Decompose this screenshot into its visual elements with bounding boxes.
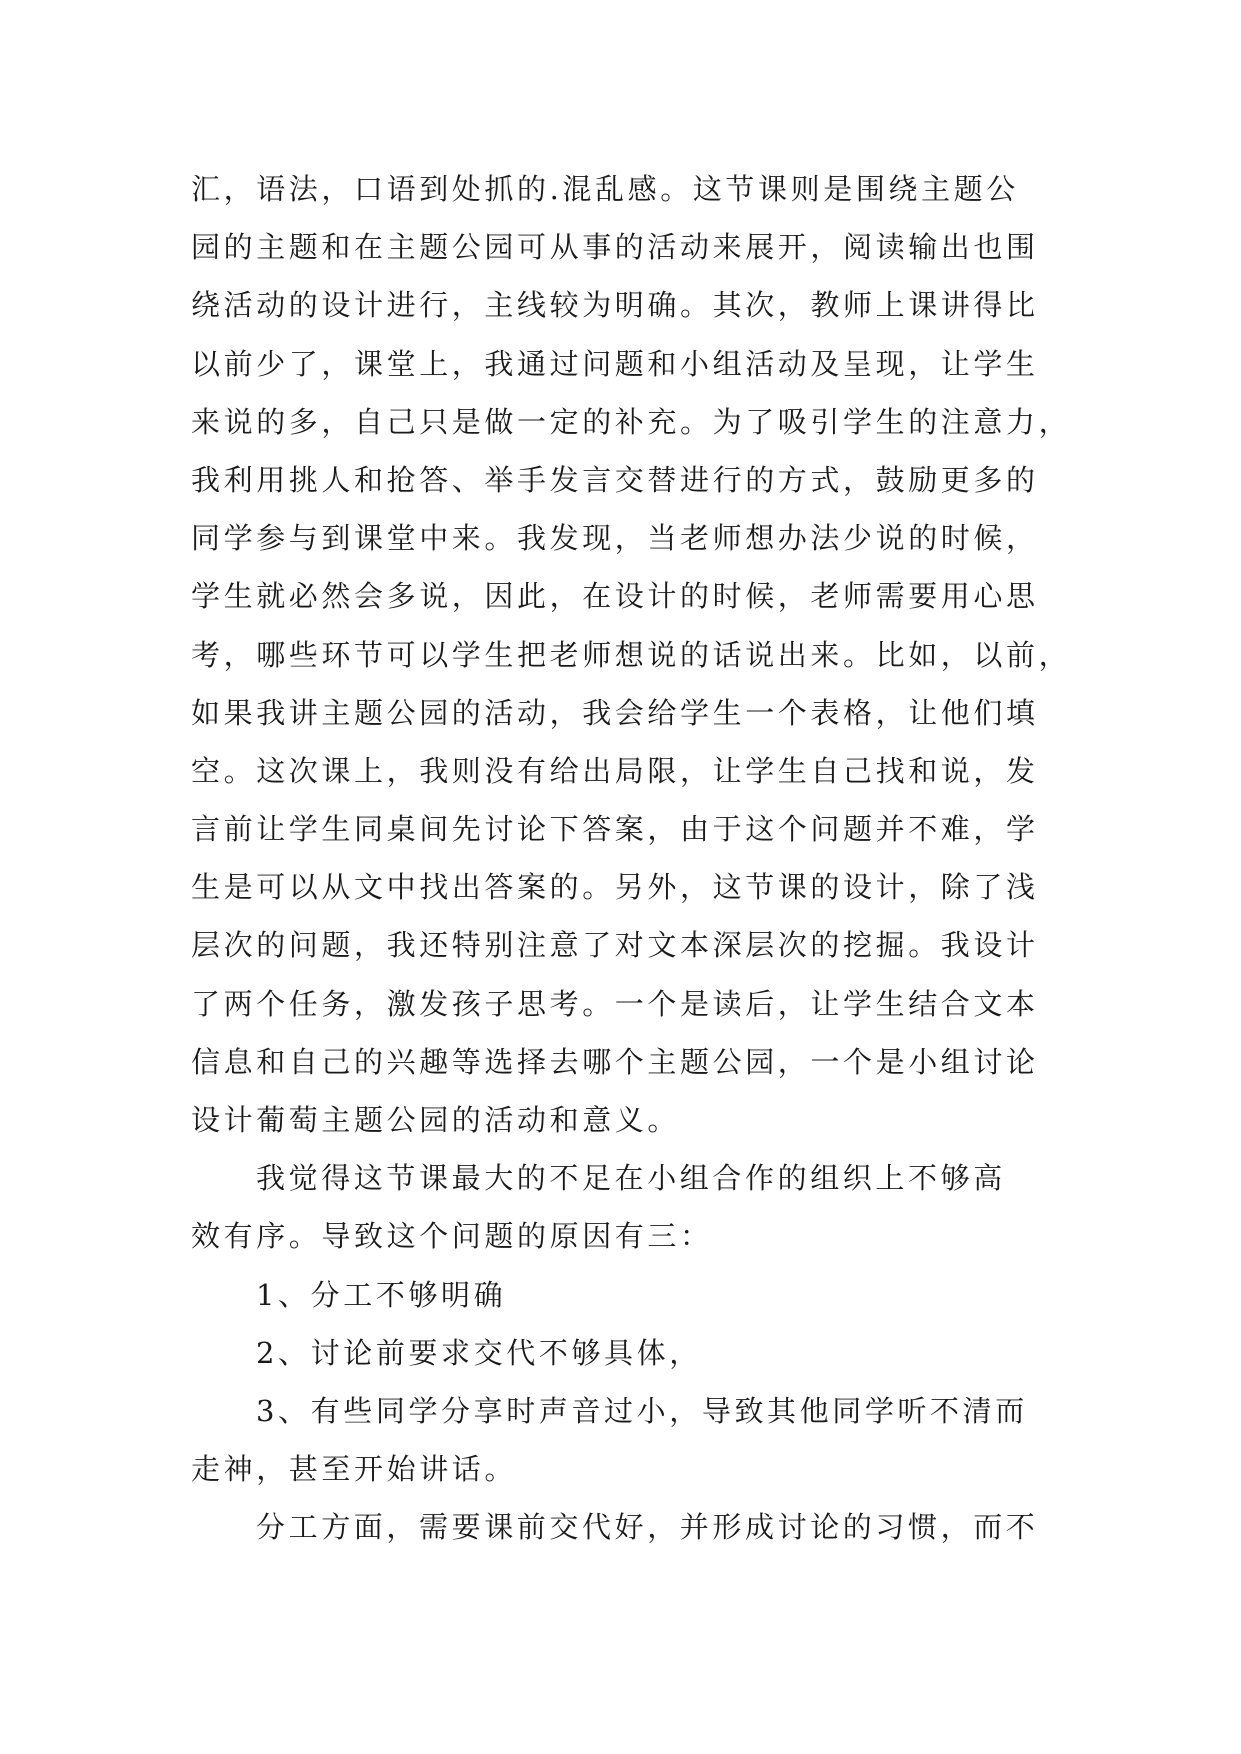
text-line: 空。这次课上，我则没有给出局限，让学生自己找和说，发 bbox=[191, 753, 1039, 788]
text-line: 学生就必然会多说，因此，在设计的时候，老师需要用心思 bbox=[191, 579, 1039, 614]
list-item: 3、有些同学分享时声音过小，导致其他同学听不清而 bbox=[256, 1393, 1028, 1428]
text-line: 言前让学生同桌间先讨论下答案，由于这个问题并不难，学 bbox=[191, 812, 1039, 847]
text-line: 汇，语法，口语到处抓的.混乱感。这节课则是围绕主题公 bbox=[191, 172, 1019, 206]
text-line: 同学参与到课堂中来。我发现，当老师想办法少说的时候， bbox=[191, 521, 1039, 556]
text-line: 分工方面，需要课前交代好，并形成讨论的习惯，而不 bbox=[256, 1510, 1039, 1545]
text-line: 来说的多，自己只是做一定的补充。为了吸引学生的注意力， bbox=[191, 404, 1072, 439]
text-line: 层次的问题，我还特别注意了对文本深层次的挖掘。我设计 bbox=[191, 928, 1039, 963]
text-line: 了两个任务，激发孩子思考。一个是读后，让学生结合文本 bbox=[191, 986, 1039, 1021]
list-item: 2、讨论前要求交代不够具体， bbox=[256, 1335, 702, 1370]
text-line: 绕活动的设计进行，主线较为明确。其次，教师上课讲得比 bbox=[191, 288, 1039, 323]
text-line: 园的主题和在主题公园可从事的活动来展开，阅读输出也围 bbox=[191, 230, 1039, 265]
list-item: 1、分工不够明确 bbox=[256, 1277, 507, 1312]
text-line: 以前少了，课堂上，我通过问题和小组活动及呈现，让学生 bbox=[191, 346, 1039, 381]
text-line: 我觉得这节课最大的不足在小组合作的组织上不够高 bbox=[256, 1161, 1006, 1196]
text-line: 如果我讲主题公园的活动，我会给学生一个表格，让他们填 bbox=[191, 695, 1039, 730]
text-line: 设计葡萄主题公园的活动和意义。 bbox=[191, 1103, 681, 1137]
text-line: 信息和自己的兴趣等选择去哪个主题公园，一个是小组讨论 bbox=[191, 1044, 1039, 1079]
body-text bbox=[191, 160, 1072, 1557]
text-line: 我利用挑人和抢答、举手发言交替进行的方式，鼓励更多的 bbox=[191, 462, 1039, 497]
text-line: 效有序。导致这个问题的原因有三： bbox=[191, 1219, 713, 1254]
text-line: 走神，甚至开始讲话。 bbox=[191, 1452, 518, 1487]
text-line: 生是可以从文中找出答案的。另外，这节课的设计，除了浅 bbox=[191, 870, 1039, 905]
text-line: 考，哪些环节可以学生把老师想说的话说出来。比如，以前， bbox=[191, 637, 1072, 672]
